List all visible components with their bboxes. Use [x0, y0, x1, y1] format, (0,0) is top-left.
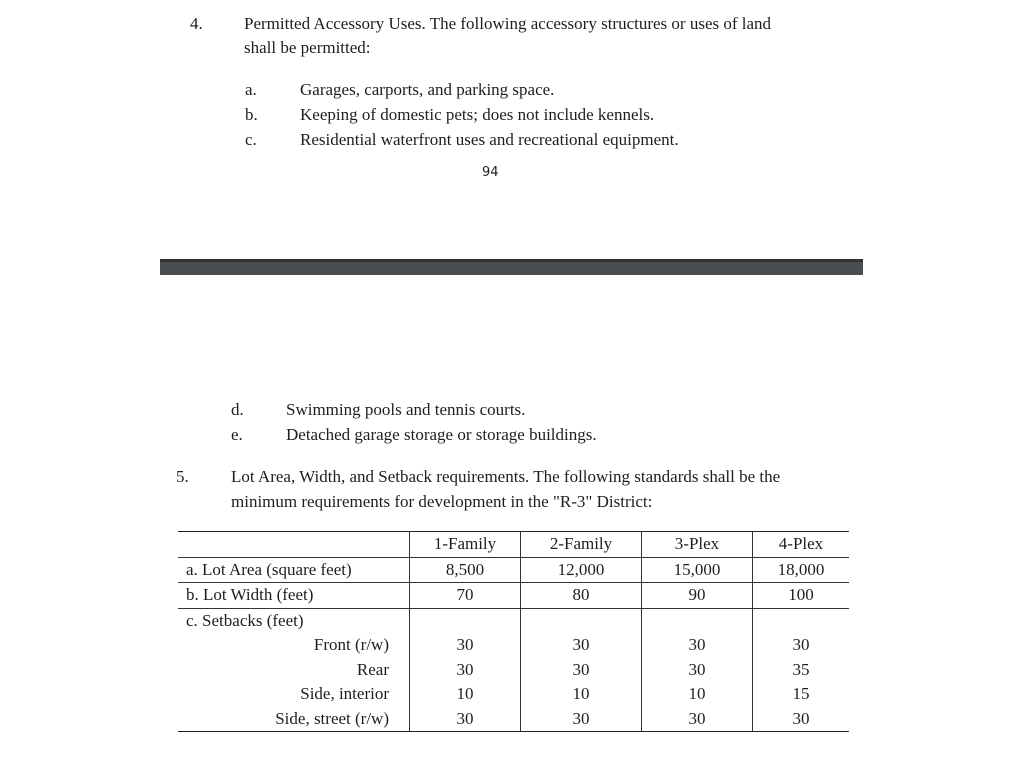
table-cell: 30 [642, 658, 753, 683]
table-cell: 10 [521, 682, 642, 707]
section-4-number: 4. [190, 14, 203, 33]
requirements-table [178, 531, 849, 732]
table-cell [753, 608, 850, 633]
table-corner-cell [178, 532, 410, 558]
row-label: b. Lot Width (feet) [178, 583, 410, 609]
section-5-heading-cont: minimum requirements for development in the "R-3" District: [231, 492, 653, 511]
section-5-number: 5. [176, 467, 189, 486]
row-label: c. Setbacks (feet) [186, 610, 304, 630]
section-5-heading: Lot Area, Width, and Setback requirements. The following standards shall be the [231, 467, 781, 486]
table-cell: 30 [410, 658, 521, 683]
table-cell [410, 608, 521, 633]
table-row [178, 658, 849, 683]
table-cell [642, 608, 753, 633]
item-text: Detached garage storage or storage buildings. [286, 425, 597, 444]
table-cell: 30 [521, 658, 642, 683]
table-cell: 15 [753, 682, 850, 707]
table-cell: 70 [410, 583, 521, 609]
table-cell: 30 [753, 633, 850, 658]
item-letter: d. [231, 400, 244, 419]
table-cell [521, 608, 642, 633]
item-letter: c. [245, 130, 257, 149]
table-cell: 18,000 [753, 557, 850, 583]
item-letter: e. [231, 425, 243, 444]
table-cell: 30 [521, 633, 642, 658]
table-cell: 15,000 [642, 557, 753, 583]
table-row [178, 557, 849, 583]
row-label: Side, interior [300, 684, 389, 704]
table-cell: 30 [410, 633, 521, 658]
column-header: 4-Plex [753, 532, 850, 558]
item-letter: b. [245, 105, 258, 124]
table-cell: 10 [642, 682, 753, 707]
table-cell: 12,000 [521, 557, 642, 583]
table-row [178, 583, 849, 609]
table-cell: 30 [753, 707, 850, 732]
table-cell: 35 [753, 658, 850, 683]
column-header: 1-Family [410, 532, 521, 558]
table-row [178, 633, 849, 658]
table-cell: 8,500 [410, 557, 521, 583]
row-label: Front (r/w) [313, 635, 389, 655]
table-cell: 30 [521, 707, 642, 732]
item-text: Residential waterfront uses and recreational equipment. [300, 130, 679, 149]
table-cell: 30 [642, 707, 753, 732]
item-letter: a. [245, 80, 257, 99]
item-text: Swimming pools and tennis courts. [286, 400, 526, 419]
table-cell: 90 [642, 583, 753, 609]
table-row [178, 707, 849, 732]
column-header: 2-Family [521, 532, 642, 558]
row-label: Side, street (r/w) [178, 707, 410, 732]
table-cell: 30 [410, 707, 521, 732]
table-cell: 30 [642, 633, 753, 658]
table-cell: 10 [410, 682, 521, 707]
section-4-heading: Permitted Accessory Uses. The following accessory structures or uses of land [244, 14, 772, 33]
column-header: 3-Plex [642, 532, 753, 558]
item-text: Garages, carports, and parking space. [300, 80, 555, 99]
item-text: Keeping of domestic pets; does not include kennels. [300, 105, 655, 124]
page-break-divider [160, 259, 863, 275]
table-header-row [178, 532, 849, 558]
section-4-heading-cont: shall be permitted: [244, 38, 371, 57]
table-row [178, 682, 849, 707]
page-number: 94 [482, 165, 499, 180]
table-cell: 100 [753, 583, 850, 609]
row-label: a. Lot Area (square feet) [178, 557, 410, 583]
table-cell: 80 [521, 583, 642, 609]
row-label: Rear [356, 659, 389, 679]
table-row [178, 608, 849, 633]
